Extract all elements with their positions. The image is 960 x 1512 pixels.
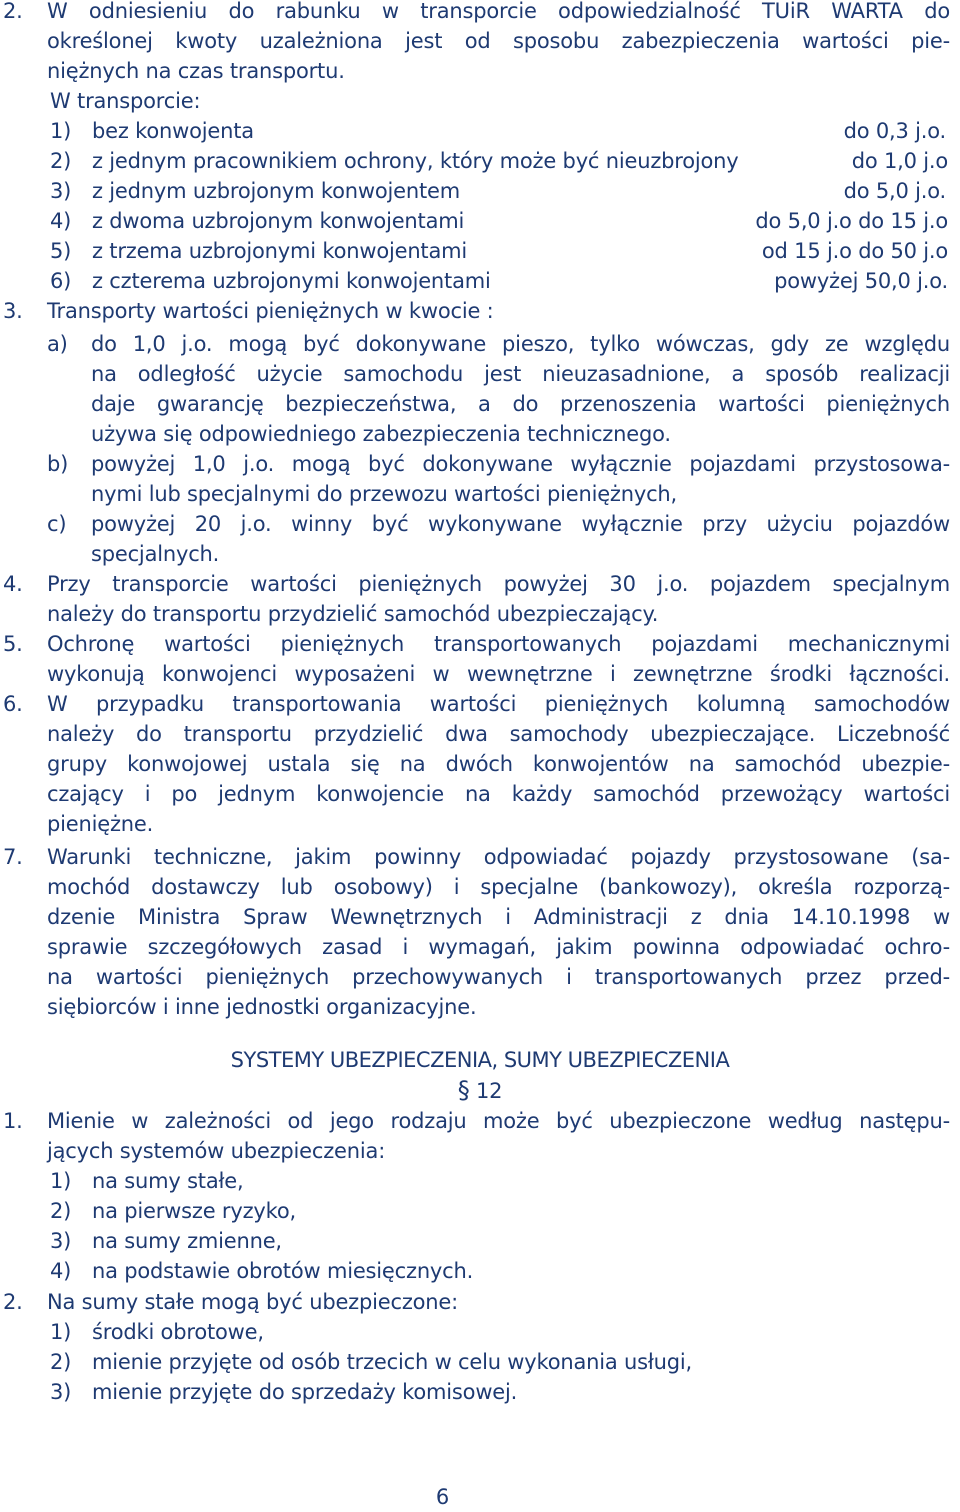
row-label: 4) (50, 1259, 72, 1283)
section-2-line: określonej kwoty uzależniona jest od sposobu zabezpieczenia wartości pie- (47, 29, 950, 53)
paragraph-number: 12 (475, 1079, 503, 1103)
row-label: 2) (50, 1350, 72, 1374)
row-label: 3) (50, 179, 72, 203)
row-text: na pierwsze ryzyko, (92, 1199, 296, 1223)
row-label: 3) (50, 1229, 72, 1253)
section-7-line: mochód dostawczy lub osobowy) i specjalne (bankowozy), określa rozporzą- (47, 875, 950, 899)
row-label: 5) (50, 239, 72, 263)
row-label: 1) (50, 119, 72, 143)
row-text: na sumy zmienne, (92, 1229, 282, 1253)
subitem-line: powyżej 20 j.o. winny być wykonywane wyłącznie przy użyciu pojazdów (91, 512, 950, 536)
section-5-line: Ochronę wartości pieniężnych transportowanych pojazdami mechanicznymi (47, 632, 950, 656)
row-text: mienie przyjęte od osób trzecich w celu wykonania usługi, (92, 1350, 692, 1374)
section-6-last-line: pieniężne. (47, 812, 154, 836)
subitem-line: do 1,0 j.o. mogą być dokonywane pieszo, tylko wówczas, gdy ze względu (91, 332, 950, 356)
subitem-label: c) (47, 512, 67, 536)
row-text: z czterema uzbrojonymi konwojentami (92, 269, 491, 293)
section-2-line: W odniesieniu do rabunku w transporcie odpowiedzialność TUiR WARTA do (47, 0, 950, 23)
row-text: z trzema uzbrojonymi konwojentami (92, 239, 468, 263)
subitem-last-line: używa się odpowiedniego zabezpieczenia technicznego. (91, 422, 671, 446)
row-text: z dwoma uzbrojonym konwojentami (92, 209, 465, 233)
row-text: na sumy stałe, (92, 1169, 244, 1193)
section-6-line: należy do transportu przydzielić dwa samochody ubezpieczające. Liczebność (47, 722, 950, 746)
subitem-last-line: nymi lub specjalnymi do przewozu wartości pieniężnych, (91, 482, 678, 506)
row-label: 1) (50, 1169, 72, 1193)
subitem-label: a) (47, 332, 68, 356)
row-text: z jednym pracownikiem ochrony, który może być nieuzbrojony (92, 149, 739, 173)
section-5-number: 5. (3, 632, 23, 656)
row-amount: do 0,3 j.o. (843, 119, 946, 143)
section-6-line: czający i po jednym konwojencie na każdy samochód przewożący wartości (47, 782, 950, 806)
section-7-line: dzenie Ministra Spraw Wewnętrznych i Administracji z dnia 14.10.1998 w (47, 905, 950, 929)
section-4-last-line: należy do transportu przydzielić samochód ubezpieczający. (47, 602, 659, 626)
row-amount: powyżej 50,0 j.o. (774, 269, 948, 293)
section-6-line: grupy konwojowej ustala się na dwóch konwojentów na samochód ubezpie- (47, 752, 950, 776)
paragraph-sign: § (457, 1076, 470, 1104)
section-5-line: wykonują konwojenci wyposażeni w wewnętrzne i zewnętrzne środki łączności. (47, 662, 950, 686)
row-amount: od 15 j.o do 50 j.o (761, 239, 948, 263)
p12-item-2-number: 2. (3, 1290, 23, 1314)
row-text: mienie przyjęte do sprzedaży komisowej. (92, 1380, 518, 1404)
row-label: 6) (50, 269, 72, 293)
row-label: 3) (50, 1380, 72, 1404)
section-2-last-line: niężnych na czas transportu. (47, 59, 345, 83)
p12-item-2-title: Na sumy stałe mogą być ubezpieczone: (47, 1290, 459, 1314)
section-3-title: Transporty wartości pieniężnych w kwocie : (47, 299, 494, 323)
section-7-last-line: siębiorców i inne jednostki organizacyjne. (47, 995, 477, 1019)
subitem-line: powyżej 1,0 j.o. mogą być dokonywane wyłącznie pojazdami przystosowa- (91, 452, 950, 476)
row-label: 2) (50, 1199, 72, 1223)
transport-intro: W transporcie: (50, 89, 201, 113)
row-amount: do 5,0 j.o do 15 j.o (755, 209, 948, 233)
section-7-line: sprawie szczegółowych zasad i wymagań, jakim powinna odpowiadać ochro- (47, 935, 950, 959)
section-4-line: Przy transporcie wartości pieniężnych powyżej 30 j.o. pojazdem specjalnym (47, 572, 950, 596)
row-text: z jednym uzbrojonym konwojentem (92, 179, 460, 203)
row-amount: do 5,0 j.o. (843, 179, 946, 203)
section-7-line: na wartości pieniężnych przechowywanych i transportowanych przez przed- (47, 965, 950, 989)
row-text: środki obrotowe, (92, 1320, 264, 1344)
section-3-number: 3. (3, 299, 23, 323)
section-7-line: Warunki techniczne, jakim powinny odpowiadać pojazdy przystosowane (sa- (47, 845, 950, 869)
row-label: 1) (50, 1320, 72, 1344)
row-text: bez konwojenta (92, 119, 254, 143)
row-text: na podstawie obrotów miesięcznych. (92, 1259, 474, 1283)
row-label: 2) (50, 149, 72, 173)
p12-item-1-last-line: jących systemów ubezpieczenia: (47, 1139, 386, 1163)
subitem-line: na odległość użycie samochodu jest nieuzasadnione, a sposób realizacji (91, 362, 950, 386)
section-6-number: 6. (3, 692, 23, 716)
section-heading: SYSTEMY UBEZPIECZENIA, SUMY UBEZPIECZENIA (230, 1048, 730, 1072)
paragraph-marker (0, 1075, 960, 1106)
page-number: 6 (435, 1485, 450, 1509)
section-2-number: 2. (3, 0, 23, 23)
row-amount: do 1,0 j.o (851, 149, 948, 173)
subitem-line: daje gwarancję bezpieczeństwa, a do przenoszenia wartości pieniężnych (91, 392, 950, 416)
p12-item-1-line: Mienie w zależności od jego rodzaju może być ubezpieczone według następu- (47, 1109, 950, 1133)
subitem-last-line: specjalnych. (91, 542, 220, 566)
subitem-label: b) (47, 452, 69, 476)
section-7-number: 7. (3, 845, 23, 869)
p12-item-1-number: 1. (3, 1109, 23, 1133)
row-label: 4) (50, 209, 72, 233)
section-6-line: W przypadku transportowania wartości pieniężnych kolumną samochodów (47, 692, 950, 716)
section-4-number: 4. (3, 572, 23, 596)
